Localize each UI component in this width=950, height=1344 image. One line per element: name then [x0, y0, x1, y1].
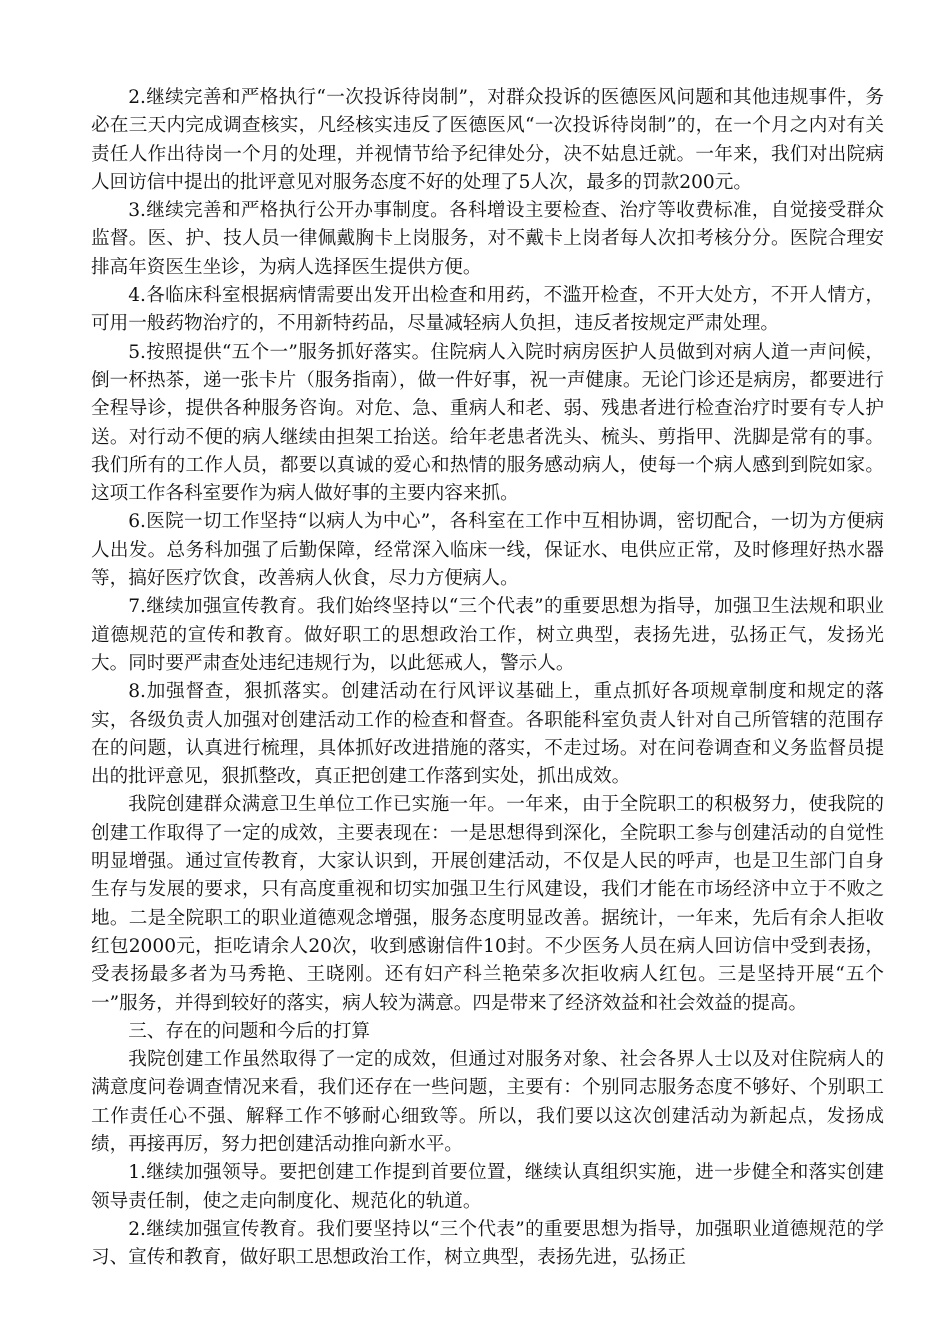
paragraph-plan-education: 2.继续加强宣传教育。我们要坚持以“三个代表”的重要思想为指导，加强职业道德规范的学习、宣传和教育，做好职工思想政治工作，树立典型，表扬先进，弘扬正 [91, 1218, 884, 1269]
paragraph-open-affairs: 3.继续完善和严格执行公开办事制度。各科增设主要检查、治疗等收费标准，自觉接受群众监督。医、护、技人员一律佩戴胸卡上岗服务，对不戴卡上岗者每人次扣考核分分。医院合理安排高年资医生坐诊，为病人选择医生提供方便。 [91, 200, 884, 278]
paragraph-achievements: 我院创建群众满意卫生单位工作已实施一年。一年来，由于全院职工的积极努力，使我院的创建工作取得了一定的成效，主要表现在：一是思想得到深化，全院职工参与创建活动的自觉性明显增强。通过宣传教育，大家认识到，开展创建活动，不仅是人民的呼声，也是卫生部门自身生存与发展的要求，只有高度重视和切实加强卫生行风建设，我们才能在市场经济中立于不败之地。二是全院职工的职业道德观念增强，服务态度明显改善。据统计，一年来，先后有余人拒收红包2000元，拒吃请余人20次，收到感谢信件10封。不少医务人员在病人回访信中受到表扬，受表扬最多者为马秀艳、王晓刚。还有妇产科兰艳荣多次拒收病人红包。三是坚持开展“五个一”服务，并得到较好的落实，病人较为满意。四是带来了经济效益和社会效益的提高。 [91, 794, 884, 1014]
paragraph-complaint-suspension: 2.继续完善和严格执行“一次投诉待岗制”，对群众投诉的医德医风问题和其他违规事件，务必在三天内完成调查核实，凡经核实违反了医德医风“一次投诉待岗制”的，在一个月之内对有关责任人作出待岗一个月的处理，并视情节给予纪律处分，决不姑息迁就。一年来，我们对出院病人回访信中提出的批评意见对服务态度不好的处理了5人次，最多的罚款200元。 [91, 87, 884, 193]
paragraph-clinical-prescribing: 4.各临床科室根据病情需要出发开出检查和用药，不滥开检查，不开大处方，不开人情方，可用一般药物治疗的，不用新特药品，尽量减轻病人负担，违反者按规定严肃处理。 [91, 285, 884, 335]
section-heading-problems-plans: 三、存在的问题和今后的打算 [128, 1020, 370, 1042]
paragraph-five-ones-service: 5.按照提供“五个一”服务抓好落实。住院病人入院时病房医护人员做到对病人道一声问候，倒一杯热茶，递一张卡片（服务指南），做一件好事，祝一声健康。无论门诊还是病房，都要进行全程导诊，提供各种服务咨询。对危、急、重病人和老、弱、残患者进行检查治疗时要有专人护送。对行动不便的病人继续由担架工抬送。给年老患者洗头、梳头、剪指甲、洗脚是常有的事。我们所有的工作人员，都要以真诚的爱心和热情的服务感动病人，使每一个病人感到到院如家。这项工作各科室要作为病人做好事的主要内容来抓。 [91, 341, 884, 505]
paragraph-publicity-education: 7.继续加强宣传教育。我们始终坚持以“三个代表”的重要思想为指导，加强卫生法规和职业道德规范的宣传和教育。做好职工的思想政治工作，树立典型，表扬先进，弘扬正气，发扬光大。同时要严肃查处违纪违规行为，以此惩戒人，警示人。 [91, 596, 884, 674]
paragraph-problems: 我院创建工作虽然取得了一定的成效，但通过对服务对象、社会各界人士以及对住院病人的满意度问卷调查情况来看，我们还存在一些问题，主要有：个别同志服务态度不够好、个别职工工作责任心不强、解释工作不够耐心细致等。所以，我们要以这次创建活动为新起点，发扬成绩，再接再厉，努力把创建活动推向新水平。 [91, 1049, 884, 1155]
paragraph-plan-leadership: 1.继续加强领导。要把创建工作提到首要位置，继续认真组织实施，进一步健全和落实创建领导责任制，使之走向制度化、规范化的轨道。 [91, 1162, 884, 1212]
paragraph-patient-centered: 6.医院一切工作坚持“以病人为中心”，各科室在工作中互相协调，密切配合，一切为方便病人出发。总务科加强了后勤保障，经常深入临床一线，保证水、电供应正常，及时修理好热水器等，搞好医疗饮食，改善病人伙食，尽力方便病人。 [91, 511, 884, 590]
paragraph-supervision: 8.加强督查，狠抓落实。创建活动在行风评议基础上，重点抓好各项规章制度和规定的落实，各级负责人加强对创建活动工作的检查和督查。各职能科室负责人针对自己所管辖的范围存在的问题，认真进行梳理，具体抓好改进措施的落实，不走过场。对在问卷调查和义务监督员提出的批评意见，狠抓整改，真正把创建工作落到实处，抓出成效。 [91, 681, 884, 788]
